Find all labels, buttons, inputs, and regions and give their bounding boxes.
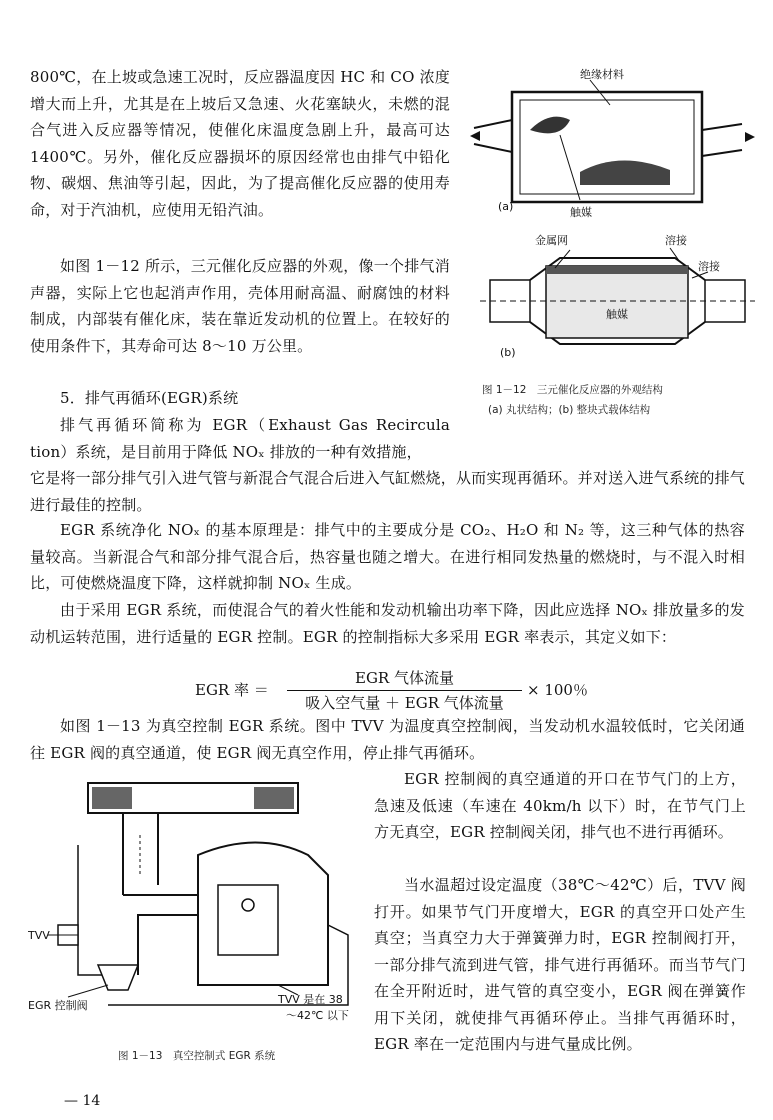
figure-1-12a-pellet-converter <box>470 60 755 220</box>
figure-1-12-caption: 图 1－12 三元催化反应器的外观结构 <box>482 384 663 396</box>
label-egr-valve: EGR 控制阀 <box>28 999 88 1012</box>
section-heading-egr: 5．排气再循环(EGR)系统 <box>60 389 239 407</box>
fraction-bar <box>287 690 522 691</box>
formula-denominator: 吸入空气量 ＋ EGR 气体流量 <box>305 694 504 712</box>
monolith-body <box>546 266 688 338</box>
label-tvv: TVV <box>28 929 50 942</box>
label-catalyst-b: 触媒 <box>606 308 628 321</box>
paragraph-egr-principle: EGR 系统净化 NOₓ 的基本原理是：排气中的主要成分是 CO₂、H₂O 和 N₂ 等，这三种气体的热容量较高。当新混合气和部分排气混合后，热容量也随之增大。在进行相同发热量的燃烧时，与不混入时相比，可使燃烧温度下降，这样就抑制 NOₓ 生成。 <box>30 521 745 592</box>
outlet-arrow-icon <box>745 132 755 142</box>
paragraph-vacuum-egr: 如图 1－13 为真空控制 EGR 系统。图中 TVV 为温度真空控制阀，当发动机水温较低时，它关闭通往 EGR 阀的真空通道，使 EGR 阀无真空作用，停止排气再循环。 <box>30 717 745 762</box>
label-weld-1: 溶接 <box>665 234 687 247</box>
formula-fraction <box>287 668 522 713</box>
label-metal-mesh: 金属网 <box>535 234 568 247</box>
figure-1-12-subcaption: (a) 丸状结构；(b) 整块式载体结构 <box>488 404 651 416</box>
label-tvv-note-2: ～42℃ 以下 <box>286 1009 349 1022</box>
tag-b: (b) <box>500 346 516 359</box>
figure-1-12b-monolith-converter <box>480 230 755 365</box>
label-insulation: 绝缘材料 <box>580 68 624 81</box>
figure-1-13-vacuum-egr-system <box>28 775 370 1045</box>
formula-rhs: × 100％ <box>527 681 588 699</box>
page-number: — 14 <box>64 1093 101 1109</box>
tag-a: (a) <box>498 200 514 213</box>
formula-numerator: EGR 气体流量 <box>355 669 454 687</box>
paragraph-catalyst-temperature: 800℃，在上坡或急速工况时，反应器温度因 HC 和 CO 浓度增大而上升，尤其是在上坡后又急速、火花塞缺火，未燃的混合气进入反应器等情况，使催化床温度急剧上升，最高可达 1400℃。另外，催化反应器损坏的原因经常也由排气中铅化物、碳烟、焦油等引起，因此，为了提高催化反应器的使用寿命，对于汽油机，应使用无铅汽油。 <box>30 68 450 219</box>
paragraph-tvv-operation: 当水温超过设定温度（38℃～42℃）后，TVV 阀打开。如果节气门开度增大，EGR 的真空开口处产生真空；当真空力大于弹簧弹力时，EGR 控制阀打开，一部分排气流到进气管，排气进行再循环。而当节气门在全开附近时，进气管的真空变小，EGR 阀在弹簧作用下关闭，就使排气再循环停止。当排气再循环时，EGR 率在一定范围内与进气量成比例。 <box>374 876 746 1053</box>
inlet-arrow-icon <box>470 131 480 141</box>
label-tvv-note-1: TVV 是在 38 <box>278 993 343 1006</box>
egr-rate-formula <box>195 668 615 714</box>
figure-1-13-caption: 图 1－13 真空控制式 EGR 系统 <box>118 1050 276 1062</box>
paragraph-egr-definition: 排气再循环简称为 EGR（Exhaust Gas Recircula tion）系统，是目前用于降低 NOₓ 排放的一种有效措施， <box>30 416 450 461</box>
paragraph-egr-definition-cont: 它是将一部分排气引入进气管与新混合气混合后进入气缸燃烧，从而实现再循环。并对送入进气系统的排气进行最佳的控制。 <box>30 469 745 514</box>
paragraph-reactor-appearance: 如图 1－12 所示，三元催化反应器的外观，像一个排气消声器，实际上它也起消声作用，壳体用耐高温、耐腐蚀的材料制成，内部装有催化床，装在靠近发动机的位置上。在较好的使用条件下，其寿命可达 8～10 万公里。 <box>30 257 450 355</box>
paragraph-egr-valve-opening: EGR 控制阀的真空通道的开口在节气门的上方，急速及低速（车速在 40km/h 以下）时，在节气门上方无真空，EGR 控制阀关闭，排气也不进行再循环。 <box>374 770 746 841</box>
paragraph-egr-control: 由于采用 EGR 系统，而使混合气的着火性能和发动机输出功率下降，因此应选择 NOₓ 排放量多的发动机运转范围，进行适量的 EGR 控制。EGR 的控制指标大多采用 EGR 率表示，其定义如下： <box>30 601 745 646</box>
label-weld-2: 溶接 <box>698 260 720 273</box>
label-catalyst-a: 触媒 <box>570 206 592 219</box>
converter-shell <box>512 92 702 202</box>
formula-lhs: EGR 率 ＝ <box>195 681 269 699</box>
